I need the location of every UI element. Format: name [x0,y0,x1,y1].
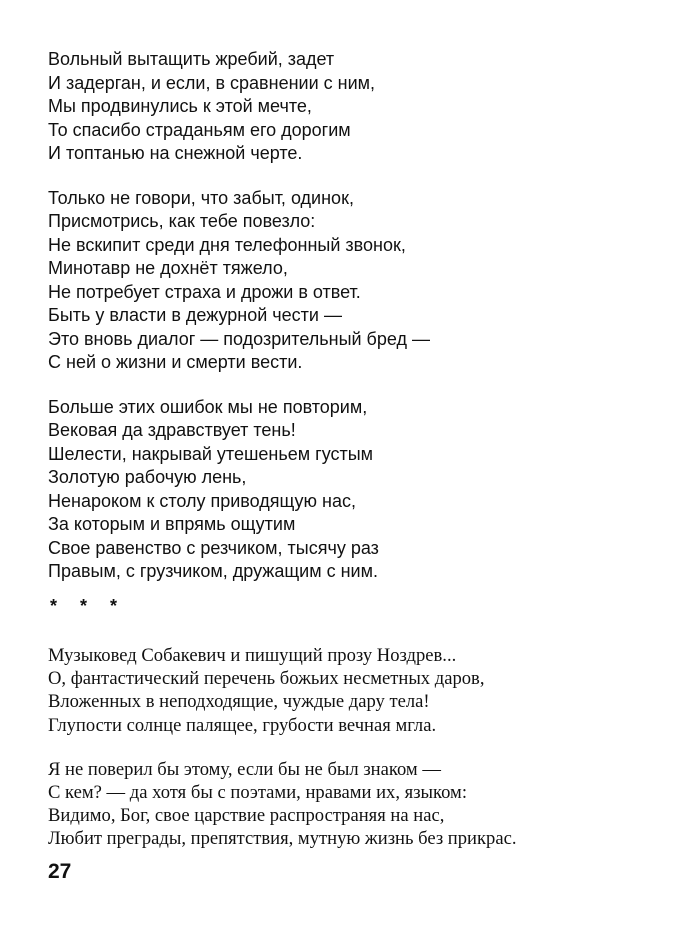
poem-line: Ненароком к столу приводящую нас, [48,490,356,511]
poem-line: Вековая да здравствует тень! [48,420,296,440]
poem-line: Правым, с грузчиком, дружащим с ним. [48,561,378,581]
poem-line: С ней о жизни и смерти вести. [48,352,303,372]
poem-two-stanza-2 [48,758,668,851]
poem-one-stanza-2 [48,187,648,375]
poem-one-stanza-1 [48,48,648,166]
poem-line: Вложенных в неподходящие, чуждые дару тела! [48,691,430,713]
poem-line: Глупости солнце палящее, грубости вечная мгла. [48,714,437,736]
poem-line: И задерган, и если, в сравнении с ним, [48,72,375,93]
poem-line: То спасибо страданьям его дорогим [48,119,351,140]
poem-line: Не потребует страха и дрожи в ответ. [48,281,361,302]
poem-line: Я не поверил бы этому, если бы не был знаком — [48,758,441,780]
poem-line: Присмотрись, как тебе повезло: [48,211,316,231]
poem-line: Быть у власти в дежурной чести — [48,305,342,325]
poem-line: О, фантастический перечень божьих несметных даров, [48,668,485,690]
poem-line: Только не говори, что забыт, одинок, [48,187,354,208]
stanza-gap [48,737,668,758]
poem-line: За которым и впрямь ощутим [48,514,296,534]
poem-line: С кем? — да хотя бы с поэтами, нравами их, языком: [48,782,467,804]
poem-line: Минотавр не дохнёт тяжело, [48,258,288,278]
stanza-gap [48,166,648,187]
poem-line: Любит преграды, препятствия, мутную жизнь без прикрас. [48,828,517,850]
poem-line: Не вскипит среди дня телефонный звонок, [48,234,406,255]
poem-one-stanza-3 [48,396,648,584]
poem-line: Это вновь диалог — подозрительный бред — [48,328,430,349]
poem-line: Видимо, Бог, свое царствие распространяя на нас, [48,805,445,827]
poem-line: Больше этих ошибок мы не повторим, [48,396,368,417]
section-separator: * * * [50,596,127,616]
poem-line: И топтанью на снежной черте. [48,143,303,163]
poem-line: Вольный вытащить жребий, задет [48,49,335,69]
poem-line: Музыковед Собакевич и пишущий прозу Ноздрев... [48,645,457,666]
poem-line: Свое равенство с резчиком, тысячу раз [48,537,379,558]
poem-line: Шелести, накрывай утешеньем густым [48,443,374,464]
poem-two [48,644,668,851]
stanza-gap [48,375,648,396]
poem-line: Золотую рабочую лень, [48,467,247,487]
poem-one [48,48,648,584]
poem-two-stanza-1 [48,644,668,737]
page-number: 27 [48,860,72,883]
poem-line: Мы продвинулись к этой мечте, [48,96,312,116]
